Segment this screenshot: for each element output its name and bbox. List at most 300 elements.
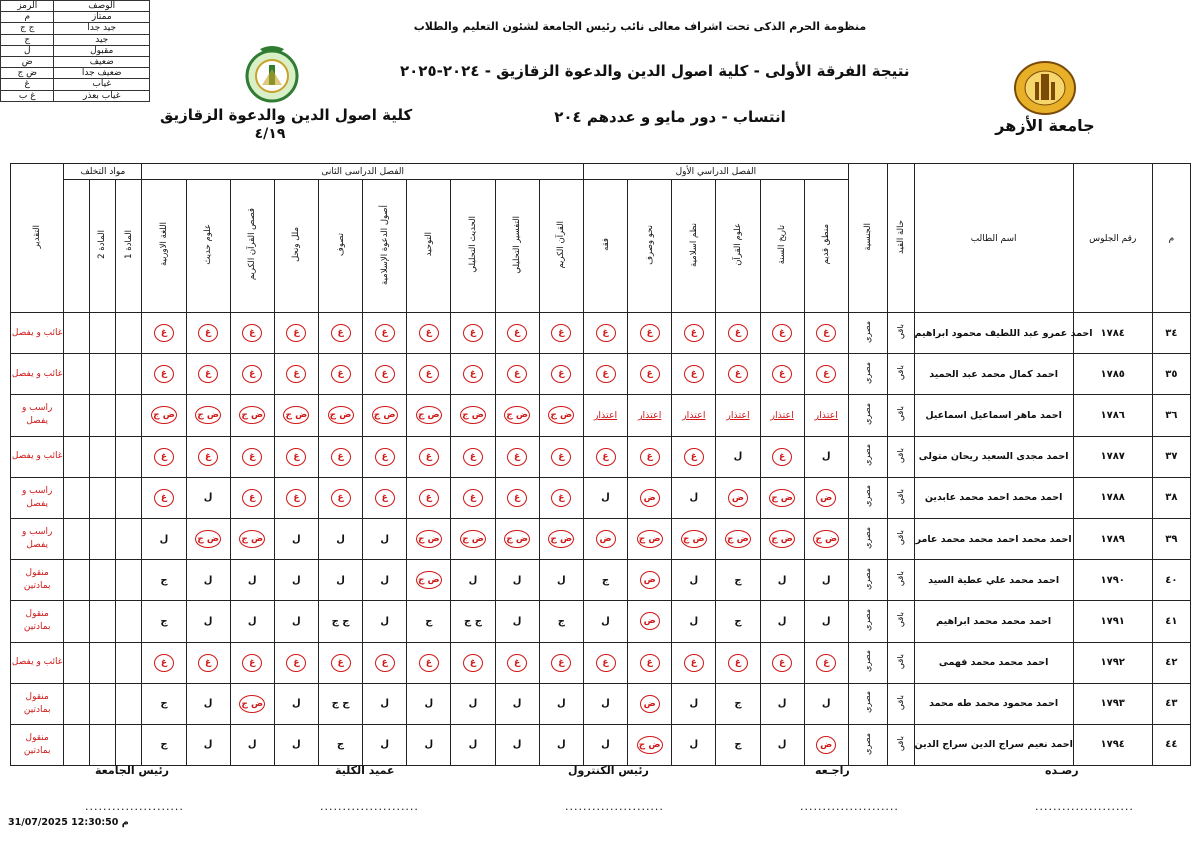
- grade-cell: [539, 395, 583, 436]
- carry-cell: [90, 518, 116, 559]
- signature-control-head: رئيس الكنترول: [568, 764, 649, 777]
- student-name-value: احمد عمرو عبد اللطيف محمود ابراهيم: [914, 327, 1093, 339]
- failed-grade-mark: غ: [286, 365, 306, 383]
- col-seat-number-label: رقم الجلوس: [1089, 233, 1137, 244]
- legend-desc: ضعيف: [54, 56, 150, 67]
- failed-grade-mark: ض ج: [416, 571, 442, 589]
- grade-cell: [760, 313, 804, 354]
- nationality-cell: [848, 683, 887, 724]
- row-index: [1152, 601, 1190, 642]
- legend-desc: ضعيف جدا: [54, 68, 150, 79]
- grade-cell: [230, 518, 274, 559]
- carry-cell: [115, 354, 142, 395]
- failed-grade-mark: غ: [419, 654, 439, 672]
- grade-value: ل: [601, 698, 610, 710]
- student-row: [11, 436, 1191, 477]
- grade-cell: [363, 683, 407, 724]
- col-nationality-label: الجنسية: [862, 222, 873, 251]
- final-grade: [11, 395, 64, 436]
- grade-value: ل: [468, 739, 478, 751]
- grade-cell: [495, 601, 539, 642]
- grade-cell: [804, 354, 848, 395]
- status-cell: [887, 601, 914, 642]
- failed-grade-mark: غ: [684, 448, 704, 466]
- grade-value: ل: [336, 533, 345, 545]
- nationality-value: مصري: [863, 526, 873, 549]
- grade-cell: [716, 395, 760, 436]
- grade-cell: [230, 724, 274, 765]
- grade-cell: [274, 642, 318, 683]
- grade-cell: [363, 436, 407, 477]
- failed-grade-mark: ض ج: [504, 530, 530, 548]
- failed-grade-mark: غ: [463, 448, 483, 466]
- failed-grade-mark: ض ج: [637, 530, 663, 548]
- grade-cell: [230, 560, 274, 601]
- failed-grade-mark: غ: [551, 654, 571, 672]
- grade-cell: [274, 518, 318, 559]
- grade-cell: [318, 395, 362, 436]
- status-value: باقي: [896, 735, 906, 752]
- col-status: [887, 164, 914, 313]
- grade-value: ل: [601, 492, 610, 504]
- grade-cell: [804, 642, 848, 683]
- grade-value: ج: [336, 739, 345, 751]
- carry-cell: [64, 354, 90, 395]
- carry-cell: [115, 518, 142, 559]
- grade-value: ل: [292, 533, 301, 545]
- failed-grade-mark: غ: [375, 489, 395, 507]
- failed-grade-mark: غ: [154, 448, 174, 466]
- results-table: [10, 163, 1191, 766]
- grade-value: ل: [380, 574, 390, 586]
- failed-grade-mark: غ: [419, 448, 439, 466]
- failed-grade-mark: ض: [728, 489, 748, 507]
- status-cell: [887, 683, 914, 724]
- grade-value: ل: [380, 615, 390, 627]
- grade-value: ل: [247, 615, 257, 627]
- seat-number: [1073, 642, 1152, 683]
- grade-cell: [407, 395, 451, 436]
- grade-value: ج: [425, 615, 433, 627]
- failed-grade-mark: غ: [286, 654, 306, 672]
- failed-grade-mark: غ: [331, 448, 351, 466]
- grade-cell: [804, 436, 848, 477]
- grade-value: ج: [734, 615, 742, 627]
- status-value: باقي: [896, 694, 906, 710]
- signature-president: رئيس الجامعة: [95, 764, 169, 777]
- grade-cell: [716, 477, 760, 518]
- grade-cell: [186, 354, 230, 395]
- student-row: [11, 683, 1191, 724]
- row-index-value: ٣٥: [1165, 368, 1178, 380]
- grade-cell: [142, 395, 186, 436]
- row-index: [1152, 354, 1190, 395]
- sem1-subject-label: فقه: [600, 238, 611, 251]
- row-index-value: ٣٩: [1165, 533, 1178, 545]
- grade-value: ل: [777, 698, 787, 710]
- col-student-name-label: اسم الطالب: [970, 233, 1017, 244]
- grade-value: ل: [689, 698, 699, 710]
- signature-recorder: رصـده: [1045, 764, 1079, 777]
- grade-value: ل: [512, 574, 522, 586]
- grade-cell: [716, 560, 760, 601]
- final-grade: [11, 601, 64, 642]
- grade-cell: [495, 560, 539, 601]
- row-index-value: ٣٦: [1165, 409, 1178, 421]
- signature-line-2: ......................: [800, 800, 899, 813]
- grade-cell: [583, 683, 627, 724]
- grade-value: ج ج: [331, 615, 350, 627]
- grade-cell: [363, 354, 407, 395]
- failed-grade-mark: ض ج: [548, 406, 574, 424]
- grade-value: ل: [468, 698, 478, 710]
- carry-subject: [115, 180, 142, 313]
- grade-cell: [495, 518, 539, 559]
- nationality-cell: [848, 560, 887, 601]
- carry-cell: [90, 395, 116, 436]
- failed-grade-mark: غ: [198, 654, 218, 672]
- grade-cell: [716, 354, 760, 395]
- final-grade-text: غائب و يفصل: [11, 327, 63, 338]
- failed-grade-mark: غ: [507, 365, 527, 383]
- grade-cell: [142, 518, 186, 559]
- seat-number-value: ١٧٨٨: [1100, 492, 1125, 504]
- failed-grade-mark: غ: [242, 324, 262, 342]
- carry-cell: [90, 313, 116, 354]
- grade-cell: [142, 560, 186, 601]
- failed-grade-mark: ض ج: [548, 530, 574, 548]
- grade-cell: [539, 560, 583, 601]
- row-index: [1152, 560, 1190, 601]
- grade-cell: [274, 560, 318, 601]
- carry-cell: [115, 683, 142, 724]
- failed-grade-mark: غ: [198, 324, 218, 342]
- grade-value: ل: [424, 739, 434, 751]
- grade-cell: [628, 601, 672, 642]
- grade-cell: [760, 560, 804, 601]
- failed-grade-mark: ض ج: [239, 530, 265, 548]
- seat-number-value: ١٧٩٢: [1100, 657, 1125, 669]
- failed-grade-mark: غ: [463, 365, 483, 383]
- col-index-label: م: [1168, 233, 1175, 244]
- status-cell: [887, 642, 914, 683]
- student-name: [914, 395, 1073, 436]
- failed-grade-mark: ض: [816, 489, 836, 507]
- failed-grade-mark: غ: [154, 365, 174, 383]
- col-grade-label: التقدير: [32, 224, 43, 249]
- seat-number: [1073, 518, 1152, 559]
- legend-row: [1, 12, 150, 23]
- seat-number-value: ١٧٩٣: [1100, 698, 1125, 710]
- failed-grade-mark: ض ج: [769, 530, 795, 548]
- nationality-cell: [848, 518, 887, 559]
- grade-cell: [539, 436, 583, 477]
- grade-cell: [804, 683, 848, 724]
- failed-grade-mark: غ: [816, 365, 836, 383]
- grade-cell: [628, 436, 672, 477]
- grade-cell: [628, 560, 672, 601]
- nationality-cell: [848, 724, 887, 765]
- failed-grade-mark: غ: [816, 654, 836, 672]
- final-grade-text: غائب و يفصل: [11, 657, 63, 668]
- grade-value: ل: [292, 574, 301, 586]
- legend-desc: مقبول: [54, 45, 150, 56]
- sem1-subject: [804, 180, 848, 313]
- grade-value: ج: [734, 698, 742, 710]
- excuse-mark: اعتذار: [682, 409, 706, 421]
- failed-grade-mark: غ: [507, 324, 527, 342]
- failed-grade-mark: غ: [154, 324, 174, 342]
- seat-number: [1073, 436, 1152, 477]
- student-name: [914, 436, 1073, 477]
- faculty-date: ٤/١٩: [254, 126, 286, 142]
- sem2-subject: [318, 180, 362, 313]
- failed-grade-mark: غ: [551, 489, 571, 507]
- sem1-subject-label: علوم القرآن: [732, 223, 743, 266]
- grade-cell: [363, 477, 407, 518]
- page-title: نتيجة الفرقة الأولى - كلية اصول الدين والدعوة الزقازيق - ٢٠٢٤-٢٠٢٥: [400, 62, 910, 80]
- carry-cell: [90, 477, 116, 518]
- grade-value: ل: [203, 739, 213, 751]
- grade-cell: [495, 724, 539, 765]
- grade-cell: [363, 724, 407, 765]
- failed-grade-mark: غ: [507, 448, 527, 466]
- grade-cell: [274, 313, 318, 354]
- failed-grade-mark: ض ج: [460, 530, 486, 548]
- grade-cell: [760, 477, 804, 518]
- faculty-name: كلية اصول الدين والدعوة الزقازيق: [160, 106, 413, 124]
- failed-grade-mark: غ: [242, 654, 262, 672]
- grade-value: ج: [734, 739, 742, 751]
- grade-cell: [142, 601, 186, 642]
- grade-value: ل: [777, 574, 787, 586]
- grade-cell: [363, 560, 407, 601]
- grade-cell: [407, 642, 451, 683]
- grade-cell: [583, 601, 627, 642]
- student-name: [914, 724, 1073, 765]
- legend-desc: ممتاز: [54, 12, 150, 23]
- grade-cell: [539, 477, 583, 518]
- legend-code: غ: [1, 79, 54, 90]
- grade-value: ل: [292, 739, 301, 751]
- final-grade-text: راسب و يفصل: [21, 485, 53, 509]
- failed-grade-mark: غ: [596, 324, 616, 342]
- grade-cell: [407, 313, 451, 354]
- grade-value: ج ج: [331, 698, 350, 710]
- grade-value: ل: [380, 739, 390, 751]
- sem2-subject-label: ملل ونحل: [291, 227, 302, 262]
- carry-cell: [115, 395, 142, 436]
- student-name-value: احمد مجدى السعيد ريحان متولى: [918, 451, 1069, 463]
- final-grade: [11, 436, 64, 477]
- nationality-cell: [848, 477, 887, 518]
- legend-code: ج: [1, 34, 54, 45]
- faculty-logo: [240, 45, 304, 103]
- grade-cell: [672, 601, 716, 642]
- grade-value: ل: [821, 574, 831, 586]
- grade-cell: [716, 436, 760, 477]
- grade-cell: [230, 436, 274, 477]
- legend-row: [1, 56, 150, 67]
- failed-grade-mark: ض ج: [769, 489, 795, 507]
- grade-cell: [318, 436, 362, 477]
- grade-value: ل: [247, 574, 257, 586]
- status-cell: [887, 354, 914, 395]
- grade-cell: [230, 642, 274, 683]
- grade-cell: [539, 724, 583, 765]
- grade-cell: [804, 313, 848, 354]
- grade-cell: [760, 724, 804, 765]
- carry-cell: [115, 724, 142, 765]
- grade-cell: [318, 354, 362, 395]
- nationality-cell: [848, 436, 887, 477]
- sem2-subject-label: قصص القرآن الكريم: [247, 208, 258, 281]
- grade-cell: [451, 724, 495, 765]
- grade-cell: [407, 560, 451, 601]
- row-index-value: ٣٧: [1165, 451, 1178, 463]
- grade-cell: [186, 436, 230, 477]
- student-row: [11, 477, 1191, 518]
- grade-cell: [451, 518, 495, 559]
- grade-cell: [804, 724, 848, 765]
- failed-grade-mark: ض ج: [813, 530, 839, 548]
- grade-cell: [672, 313, 716, 354]
- grade-cell: [716, 642, 760, 683]
- final-grade: [11, 724, 64, 765]
- grade-cell: [451, 601, 495, 642]
- carry-cell: [64, 436, 90, 477]
- student-name: [914, 354, 1073, 395]
- grade-cell: [583, 724, 627, 765]
- grade-cell: [186, 313, 230, 354]
- sem1-subject: [583, 180, 627, 313]
- student-name-value: احمد محمود محمد طه محمد: [929, 698, 1059, 710]
- carry-cell: [64, 601, 90, 642]
- system-header: منظومة الحرم الذكى تحت اشراف معالى نائب رئيس الجامعة لشئون التعليم والطلاب: [413, 20, 867, 33]
- signature-line-4: ......................: [320, 800, 419, 813]
- failed-grade-mark: ض ج: [195, 530, 221, 548]
- grade-cell: [672, 642, 716, 683]
- university-logo: [1010, 60, 1080, 116]
- failed-grade-mark: ض ج: [725, 530, 751, 548]
- grade-cell: [451, 560, 495, 601]
- legend-row: [1, 90, 150, 101]
- status-cell: [887, 477, 914, 518]
- excuse-mark: اعتذار: [593, 409, 618, 421]
- failed-grade-mark: ض ج: [239, 406, 265, 424]
- print-timestamp: 31/07/2025 12:30:50 م: [8, 817, 129, 828]
- failed-grade-mark: غ: [331, 324, 351, 342]
- sem2-subject: [363, 180, 407, 313]
- failed-grade-mark: غ: [286, 324, 306, 342]
- carry-cell: [90, 436, 116, 477]
- seat-number-value: ١٧٨٤: [1100, 327, 1125, 339]
- failed-grade-mark: غ: [419, 365, 439, 383]
- nationality-value: مصري: [863, 567, 873, 590]
- row-index: [1152, 724, 1190, 765]
- grade-cell: [407, 354, 451, 395]
- grade-cell: [672, 560, 716, 601]
- nationality-cell: [848, 313, 887, 354]
- excuse-mark: اعتذار: [726, 409, 750, 421]
- sem2-subject: [142, 180, 186, 313]
- student-name: [914, 518, 1073, 559]
- grade-value: ج: [160, 574, 168, 586]
- grade-cell: [628, 724, 672, 765]
- nationality-value: مصري: [863, 444, 873, 467]
- grade-value: ل: [512, 739, 522, 751]
- failed-grade-mark: غ: [772, 324, 792, 342]
- failed-grade-mark: غ: [640, 448, 660, 466]
- grade-cell: [539, 683, 583, 724]
- failed-grade-mark: ض ج: [239, 695, 265, 713]
- grade-cell: [628, 354, 672, 395]
- final-grade-text: غائب و يفصل: [11, 368, 63, 379]
- grade-value: ل: [821, 451, 831, 463]
- grade-cell: [628, 395, 672, 436]
- grade-cell: [274, 724, 318, 765]
- grade-cell: [318, 601, 362, 642]
- seat-number: [1073, 724, 1152, 765]
- grade-value: ل: [689, 574, 699, 586]
- student-row: [11, 601, 1191, 642]
- carry-cell: [115, 642, 142, 683]
- grade-value: ل: [424, 698, 434, 710]
- grade-cell: [363, 313, 407, 354]
- student-row: [11, 642, 1191, 683]
- student-row: [11, 395, 1191, 436]
- carry-cell: [64, 518, 90, 559]
- failed-grade-mark: غ: [640, 365, 660, 383]
- status-value: باقي: [896, 447, 906, 463]
- grade-cell: [760, 436, 804, 477]
- failed-grade-mark: غ: [772, 448, 792, 466]
- status-value: باقي: [896, 612, 906, 628]
- grade-value: ل: [689, 739, 699, 751]
- student-name-value: احمد ماهر اسماعيل اسماعيل: [925, 409, 1062, 421]
- sem2-subject-label: التفسير التحليلي: [512, 215, 523, 274]
- failed-grade-mark: ض: [640, 695, 660, 713]
- failed-grade-mark: غ: [375, 654, 395, 672]
- grade-cell: [583, 518, 627, 559]
- grade-cell: [583, 477, 627, 518]
- student-name: [914, 683, 1073, 724]
- carry-cell: [64, 560, 90, 601]
- final-grade-text: منقول بمادتين: [23, 732, 51, 756]
- final-grade-text: راسب و يفصل: [21, 403, 53, 427]
- student-name: [914, 477, 1073, 518]
- student-name-value: احمد محمد محمد فهمى: [938, 657, 1049, 669]
- grade-cell: [495, 436, 539, 477]
- carry-cell: [90, 642, 116, 683]
- seat-number-value: ١٧٨٧: [1100, 451, 1125, 463]
- sem2-subject: [230, 180, 274, 313]
- grade-value: ل: [777, 615, 787, 627]
- grade-cell: [186, 518, 230, 559]
- failed-grade-mark: غ: [463, 324, 483, 342]
- failed-grade-mark: غ: [463, 489, 483, 507]
- student-name-value: احمد محمد احمد محمد محمد عامر: [915, 533, 1072, 545]
- failed-grade-mark: غ: [419, 324, 439, 342]
- failed-grade-mark: غ: [772, 654, 792, 672]
- failed-grade-mark: غ: [198, 365, 218, 383]
- grade-cell: [230, 395, 274, 436]
- grade-cell: [583, 354, 627, 395]
- excuse-mark: اعتذار: [814, 409, 838, 421]
- failed-grade-mark: غ: [816, 324, 836, 342]
- col-grade: [11, 164, 64, 313]
- seat-number-value: ١٧٩٠: [1100, 574, 1125, 586]
